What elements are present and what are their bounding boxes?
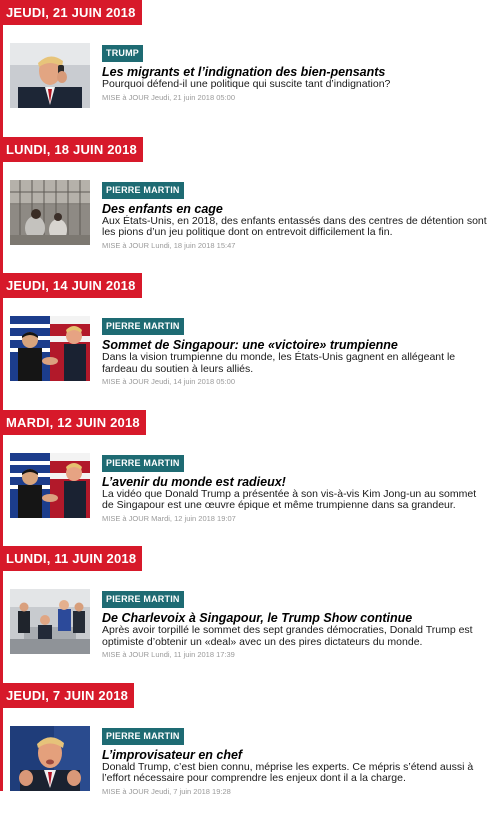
- article-updated-meta: MISE à JOUR Jeudi, 21 juin 2018 05:00: [102, 93, 488, 103]
- article-title-link[interactable]: Des enfants en cage: [102, 202, 488, 216]
- date-header: JEUDI, 7 JUIN 2018: [0, 683, 134, 708]
- article-title-link[interactable]: L’avenir du monde est radieux!: [102, 475, 488, 489]
- article-title-link[interactable]: L’improvisateur en chef: [102, 748, 488, 762]
- detention-center-photo: [10, 180, 90, 245]
- author-tag[interactable]: PIERRE MARTIN: [102, 591, 184, 608]
- author-tag[interactable]: PIERRE MARTIN: [102, 455, 184, 472]
- date-header: JEUDI, 14 JUIN 2018: [0, 273, 142, 298]
- article-summary: Dans la vision trumpienne du monde, les États-Unis gagnent en allégeant le fardeau du soutien à leurs alliés.: [102, 352, 488, 375]
- article-thumbnail[interactable]: [10, 589, 90, 654]
- author-tag[interactable]: PIERRE MARTIN: [102, 728, 184, 745]
- article-item[interactable]: [10, 589, 488, 657]
- day-group: [0, 546, 490, 683]
- day-group: [0, 683, 490, 819]
- article-updated-meta: MISE à JOUR Jeudi, 14 juin 2018 05:00: [102, 377, 488, 387]
- trump-speaking-photo: [10, 726, 90, 791]
- article-item[interactable]: [10, 180, 488, 248]
- article-updated-meta: MISE à JOUR Lundi, 18 juin 2018 15:47: [102, 241, 488, 251]
- article-summary: Après avoir torpillé le sommet des sept grandes démocraties, Donald Trump est optimiste d’obtenir un «deal» avec un des pires dictateurs du monde.: [102, 625, 488, 648]
- article-summary: Donald Trump, c’est bien connu, méprise les experts. Ce mépris s’étend aussi à l’effort nécessaire pour comprendre les enjeux dont il a la charge.: [102, 762, 488, 785]
- date-header: MARDI, 12 JUIN 2018: [0, 410, 146, 435]
- article-summary: Pourquoi défend-il une politique qui suscite tant d’indignation?: [102, 79, 488, 91]
- author-tag[interactable]: PIERRE MARTIN: [102, 182, 184, 199]
- day-group: [0, 410, 490, 547]
- summit-handshake-photo: [10, 453, 90, 518]
- trump-phone-photo: [10, 43, 90, 108]
- article-summary: Aux États-Unis, en 2018, des enfants entassés dans des centres de détention sont les pions d’un jeu politique dont on entrevoit difficilement la fin.: [102, 216, 488, 239]
- article-thumbnail[interactable]: [10, 180, 90, 245]
- date-header: LUNDI, 18 JUIN 2018: [0, 137, 143, 162]
- article-title-link[interactable]: De Charlevoix à Singapour, le Trump Show continue: [102, 611, 488, 625]
- article-thumbnail[interactable]: [10, 726, 90, 791]
- day-group: [0, 273, 490, 410]
- g7-leaders-photo: [10, 589, 90, 654]
- article-title-link[interactable]: Sommet de Singapour: une «victoire» trumpienne: [102, 338, 488, 352]
- article-item[interactable]: [10, 316, 488, 384]
- article-updated-meta: MISE à JOUR Lundi, 11 juin 2018 17:39: [102, 650, 488, 660]
- day-group: [0, 0, 490, 137]
- summit-handshake-photo: [10, 316, 90, 381]
- article-item[interactable]: [10, 453, 488, 521]
- article-thumbnail[interactable]: [10, 316, 90, 381]
- article-title-link[interactable]: Les migrants et l’indignation des bien-pensants: [102, 65, 488, 79]
- article-thumbnail[interactable]: [10, 43, 90, 108]
- day-group: [0, 137, 490, 274]
- article-thumbnail[interactable]: [10, 453, 90, 518]
- article-item[interactable]: [10, 726, 488, 794]
- date-header: JEUDI, 21 JUIN 2018: [0, 0, 142, 25]
- author-tag[interactable]: TRUMP: [102, 45, 143, 62]
- article-item[interactable]: [10, 43, 488, 111]
- date-header: LUNDI, 11 JUIN 2018: [0, 546, 142, 571]
- author-tag[interactable]: PIERRE MARTIN: [102, 318, 184, 335]
- article-summary: La vidéo que Donald Trump a présentée à son vis-à-vis Kim Jong-un au sommet de Singapour est une œuvre épique et même trumpienne dans sa grandeur.: [102, 489, 488, 512]
- article-updated-meta: MISE à JOUR Mardi, 12 juin 2018 19:07: [102, 514, 488, 524]
- article-updated-meta: MISE à JOUR Jeudi, 7 juin 2018 19:28: [102, 787, 488, 797]
